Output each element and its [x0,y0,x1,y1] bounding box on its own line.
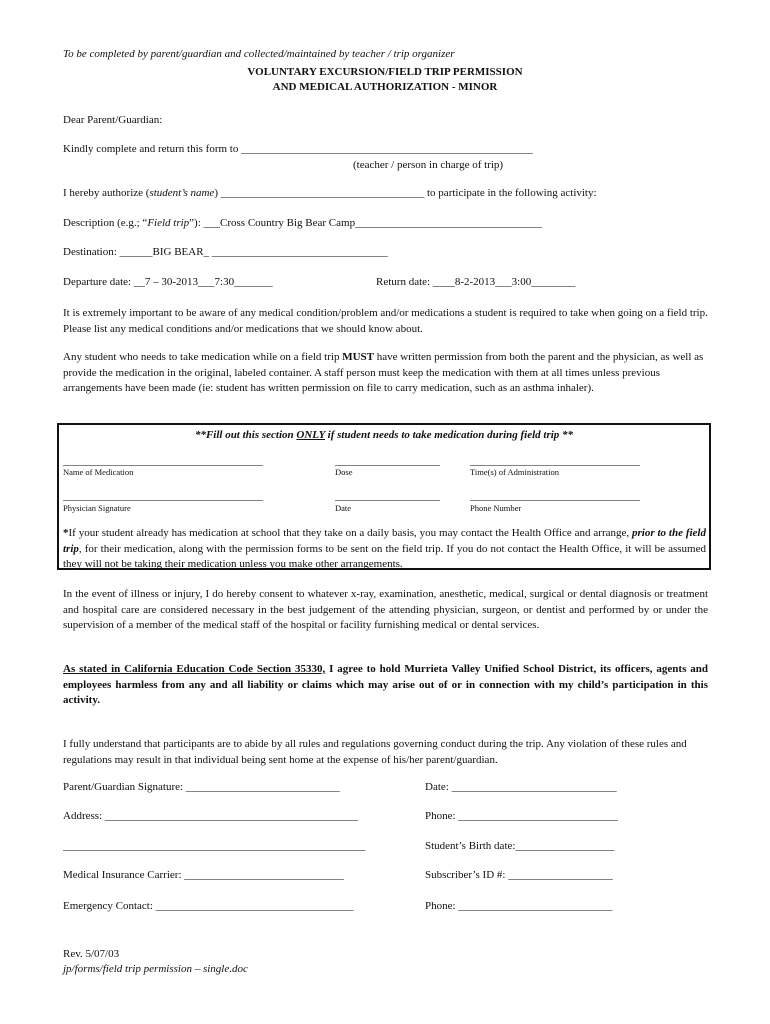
description-italic: Field trip [147,217,190,229]
ed-code-reference: As stated in California Education Code Section 35330, [63,663,326,675]
med-heading-post: if student needs to take medication during field trip ** [324,429,574,441]
authorize-suffix: ) [214,187,218,199]
return-to-field[interactable]: Kindly complete and return this form to _____________________________________________________ [63,143,533,155]
label-dose: Dose [335,467,353,477]
med-heading-only: ONLY [296,429,325,441]
form-title-line1: VOLUNTARY EXCURSION/FIELD TRIP PERMISSION [247,66,523,78]
medication-para-before: Any student who needs to take medication while on a field trip [63,351,343,363]
label-physician-signature: Physician Signature [63,503,131,513]
destination-field[interactable]: Destination: ______BIG BEAR_ ________________________________ [63,246,388,258]
medical-intro-paragraph: It is extremely important to be aware of any medical condition/problem and/or medications a student is required to take when going on a field trip. Please list any medical conditions and/or medications that we should know about. [63,307,708,335]
birth-date-field[interactable]: Student’s Birth date:__________________ [425,840,615,852]
physician-signature-field[interactable]: ________________________________________ [63,491,263,502]
form-instruction: To be completed by parent/guardian and collected/maintained by teacher / trip organizer [63,48,455,60]
address-line-2-field[interactable]: _______________________________________________________ [63,840,366,852]
label-date: Date [335,503,352,513]
label-times: Time(s) of Administration [470,467,559,477]
note-bold: prior to the field trip [63,527,706,555]
return-date-field[interactable]: Return date: ____8-2-2013___3:00________ [376,276,576,288]
address-field[interactable]: Address: ______________________________________________ [63,810,358,822]
liability-paragraph [63,662,708,709]
authorize-tail: to participate in the following activity: [424,187,597,199]
authorize-line [63,187,597,199]
rules-paragraph: I fully understand that participants are to abide by all rules and regulations governing conduct during the trip. Any violation of these rules and regulations may result in that individual being sent home at the expense of his/her parent/guardian. [63,738,687,766]
med-heading-pre: **Fill out this section [194,429,297,441]
description-prefix: Description (e.g.; “ [63,217,148,229]
consent-paragraph: In the event of illness or injury, I do hereby consent to whatever x-ray, examination, anesthetic, medical, surgical or dental diagnosis or treatment and hospital care are considered necessary in the best judgement of the attending physician, surgeon, or dentist and performed by or under the supervision of a member of the medical staff of the hospital or facility furnishing medical or dental services. [63,588,708,631]
administration-times-field[interactable]: __________________________________ [470,456,640,467]
medication-note [63,526,706,573]
document-path: jp/forms/field trip permission – single.doc [63,963,248,975]
physician-phone-field[interactable]: __________________________________ [470,491,640,502]
liability-text: I agree to hold Murrieta Valley Unified School District, its officers, agents and employees harmless from any and all liability or claims which may arise out of or in connection with my child’s participation in this activity. [63,663,708,706]
form-title-line2: AND MEDICAL AUTHORIZATION - MINOR [272,81,498,93]
insurance-carrier-field[interactable]: Medical Insurance Carrier: _____________________________ [63,869,344,881]
departure-date-field[interactable]: Departure date: __7 – 30-2013___7:30_______ [63,276,273,288]
salutation: Dear Parent/Guardian: [63,114,163,126]
authorize-prefix: I hereby authorize ( [63,187,150,199]
emergency-phone-field[interactable]: Phone: ____________________________ [425,900,613,912]
physician-date-field[interactable]: _____________________ [335,491,440,502]
description-field[interactable] [63,217,542,229]
emergency-contact-field[interactable]: Emergency Contact: ____________________________________ [63,900,354,912]
medication-para-after: have written permission from both the parent and the physician, as well as provide the medication in the original, labeled container. A staff person must keep the medication with them at all times unless previous arrangements have been made (ie: student has written permission on file to carry medication, such as an asthma inhaler). [63,351,704,394]
student-name-field[interactable]: _____________________________________ [220,187,425,199]
phone-field[interactable]: Phone: _____________________________ [425,810,618,822]
note-star: * [63,527,69,539]
subscriber-id-field[interactable]: Subscriber’s ID #: ___________________ [425,869,613,881]
return-to-caption: (teacher / person in charge of trip) [353,159,504,171]
note-post: , for their medication, along with the permission forms to be sent on the field trip. If you do not contact the Health Office, it will be assumed they will not be taking their medication unless you make other arrangements. [63,542,706,570]
medication-para-bold: MUST [342,351,374,363]
medication-name-field[interactable]: ________________________________________ [63,456,263,467]
description-value: ”): ___Cross Country Big Bear Camp__________________________________ [189,217,543,229]
medication-section-heading [57,429,711,441]
revision-date: Rev. 5/07/03 [63,948,120,960]
dose-field[interactable]: _____________________ [335,456,440,467]
authorize-italic: student’s name [149,187,215,199]
note-pre: If your student already has medication at school that they take on a daily basis, you may contact the Health Office and arrange, [68,527,633,539]
signature-date-field[interactable]: Date: ______________________________ [425,781,617,793]
guardian-signature-field[interactable]: Parent/Guardian Signature: ____________________________ [63,781,340,793]
medication-paragraph [63,350,708,397]
label-phone: Phone Number [470,503,522,513]
label-medication-name: Name of Medication [63,467,134,477]
